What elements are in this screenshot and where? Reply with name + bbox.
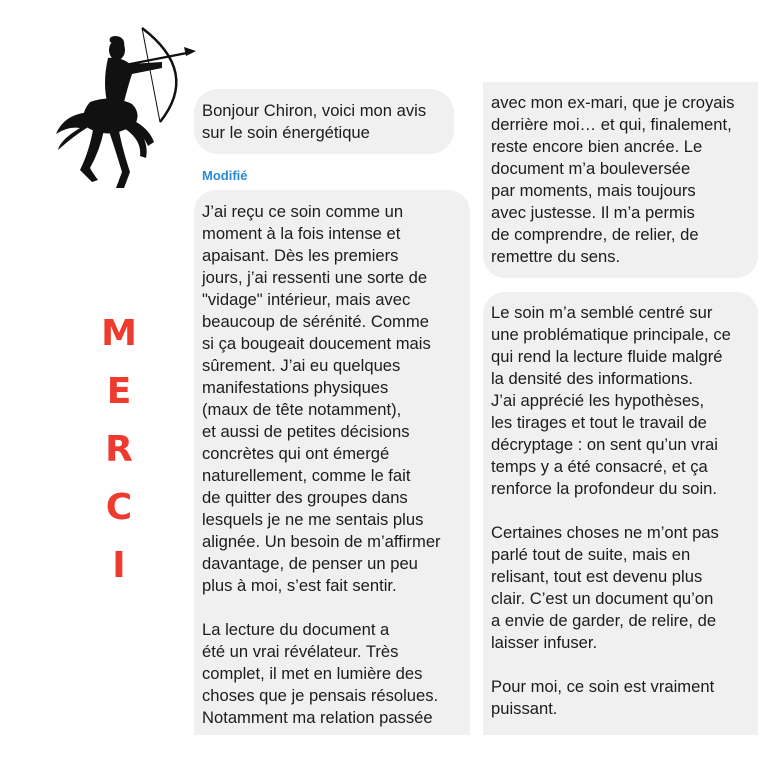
final-paragraph-3: Pour moi, ce soin est vraiment puissant.: [491, 677, 715, 718]
greeting-message-text: Bonjour Chiron, voici mon avis sur le soin énergétique: [202, 101, 427, 142]
modified-label: Modifié: [202, 168, 248, 183]
review-paragraph-1: J’ai reçu ce soin comme un moment à la fois intense et apaisant. Dès les premiers jours, j’ai ressenti une sorte de "vidage" intérieur, mais avec beaucoup de sérénité. Comme si ça bougeait doucement mais sûrement. J’ai eu quelques manifestations physiques (maux de tête notamment), et aussi de petites décisions concrètes qui ont émergé naturellement, comme le fait de quitter des groupes dans lesquels je ne me sentais plus alignée. Un besoin de m’affirmer davantage, de penser un peu plus à moi, s’est fait sentir.: [202, 202, 441, 595]
centaur-archer-logo: [50, 22, 200, 190]
final-paragraph-2: Certaines choses ne m’ont pas parlé tout de suite, mais en relisant, tout est devenu plus clair. C’est un document qu’on a envie de garder, de relire, de laisser infuser.: [491, 523, 719, 652]
merci-letter-m: M: [101, 313, 137, 354]
final-message-bubble[interactable]: [483, 292, 758, 735]
merci-letter-c: C: [105, 487, 133, 528]
continued-paragraph: avec mon ex-mari, que je croyais derrière moi… et qui, finalement, reste encore bien ancrée. Le document m’a bouleversée par moments, mais toujours avec justesse. Il m’a permis de comprendre, de relier, de remettre du sens.: [491, 93, 735, 266]
final-paragraph-1: Le soin m’a semblé centré sur une problématique principale, ce qui rend la lecture fluide malgré la densité des informations. J’ai apprécié les hypothèses, les tirages et tout le travail de décryptage : on sent qu’un vrai temps y a été consacré, et ça renforce la profondeur du soin.: [491, 303, 731, 498]
merci-letter-e: E: [106, 371, 132, 412]
review-message-bubble[interactable]: [194, 190, 470, 735]
greeting-message-bubble[interactable]: [194, 89, 454, 154]
merci-letter-i: I: [112, 545, 126, 586]
continued-message-bubble[interactable]: [483, 82, 758, 278]
merci-vertical-text: [96, 305, 142, 595]
merci-letter-r: R: [105, 429, 133, 470]
review-paragraph-2: La lecture du document a été un vrai révélateur. Très complet, il met en lumière des choses que je pensais résolues. Notamment ma relation passée: [202, 620, 439, 727]
